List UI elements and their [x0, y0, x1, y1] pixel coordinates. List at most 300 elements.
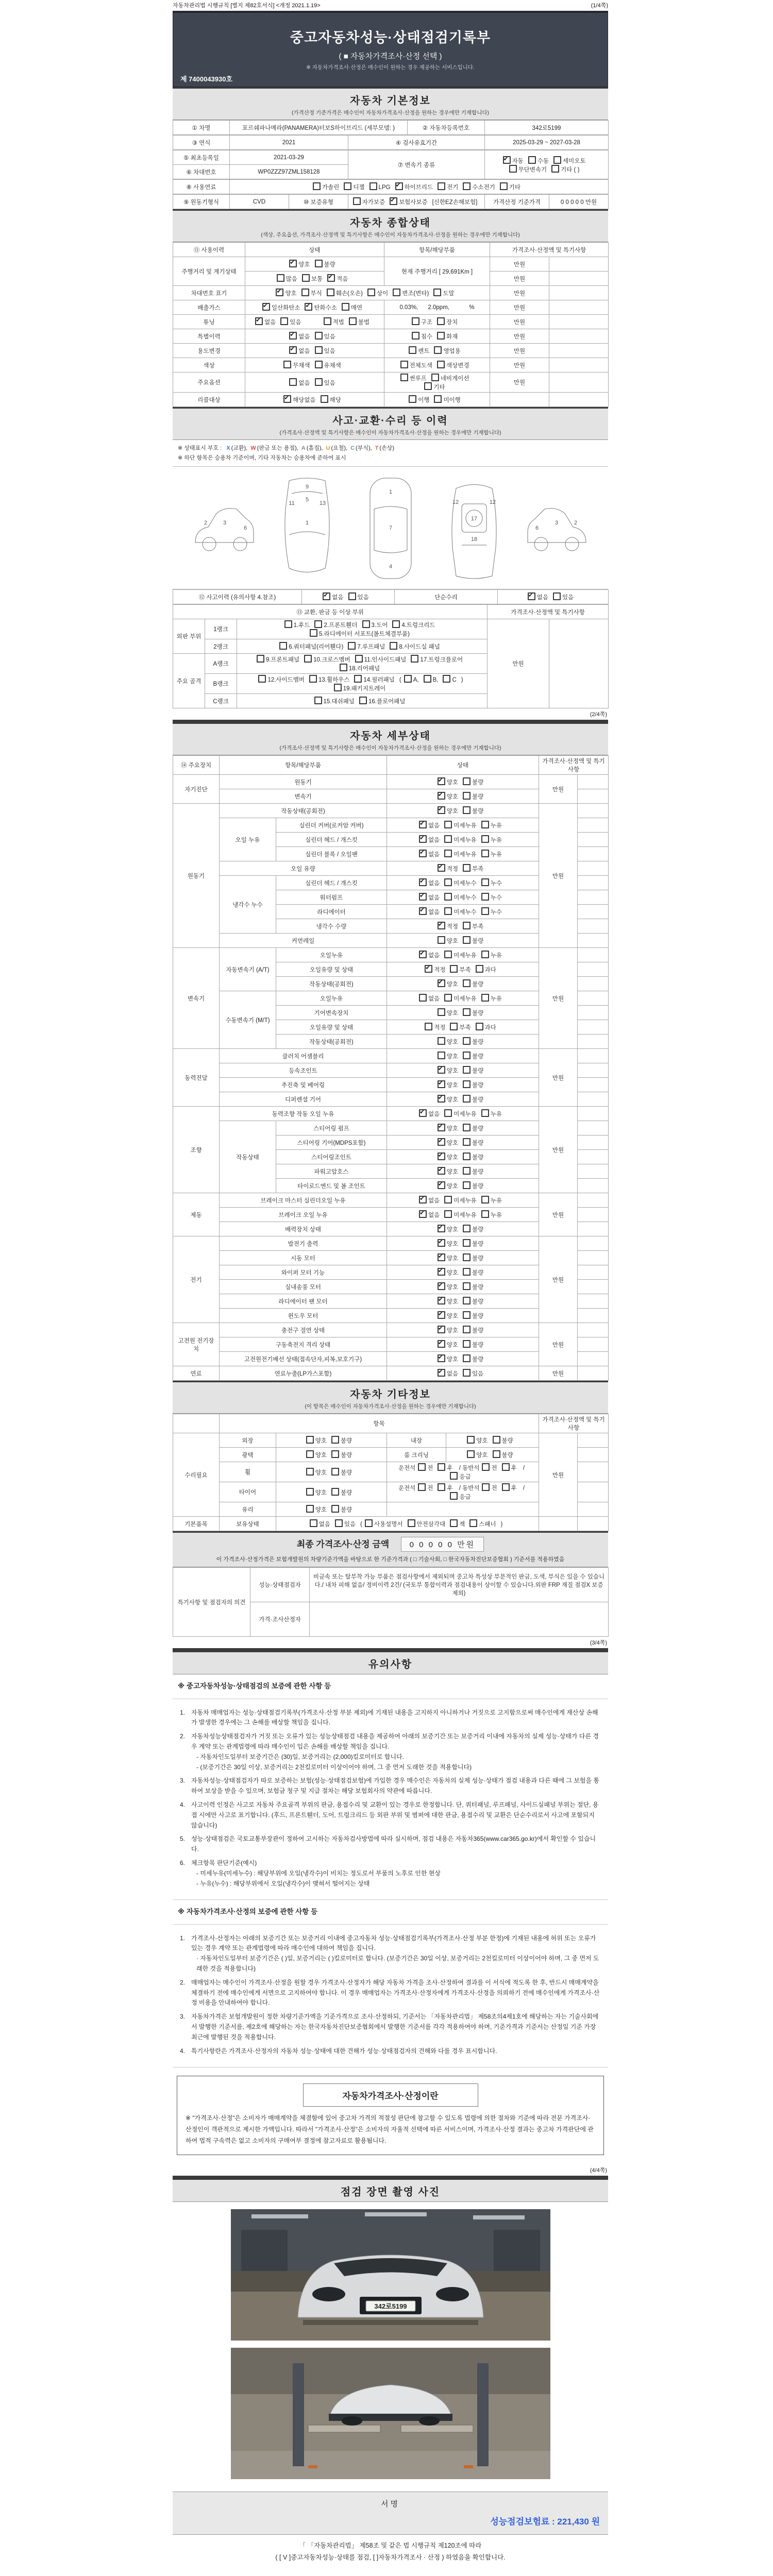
- table-detail: [173, 755, 609, 1381]
- checkbox-option: [438, 1311, 458, 1320]
- checkbox-option: [481, 1210, 502, 1219]
- checkbox-unchecked-icon: [257, 655, 264, 663]
- option-label: 양호: [446, 1183, 459, 1190]
- option-label: 양호: [446, 1082, 459, 1089]
- checkbox-option: [438, 1037, 458, 1046]
- option-label: 없음: [264, 319, 276, 326]
- checkbox-option: [509, 165, 547, 174]
- row-label-cell: 냉각수 누수: [220, 876, 276, 934]
- checkbox-unchecked-icon: [463, 864, 470, 872]
- legend-prefix: ※ 상태표시 부호 :: [178, 445, 224, 451]
- notice-number: 4.: [180, 2047, 186, 2055]
- checkbox-checked-icon: [283, 395, 291, 403]
- options-cell: [276, 1448, 387, 1462]
- option-label: 누수: [490, 895, 502, 902]
- options-cell: [237, 674, 488, 694]
- checkbox-unchecked-icon: [355, 655, 363, 663]
- option-label: 양호: [446, 1097, 459, 1104]
- checkbox-unchecked-icon: [463, 1225, 470, 1232]
- option-label: 해당없음: [293, 397, 316, 403]
- checkbox-option: [444, 951, 476, 959]
- checkbox-unchecked-icon: [412, 317, 419, 325]
- checkbox-checked-icon: [390, 197, 397, 205]
- option-label: 양호: [446, 1328, 459, 1334]
- row-label-cell: 클러치 어셈블리: [220, 1049, 387, 1063]
- checkbox-unchecked-icon: [315, 332, 323, 340]
- column-header-cell: 가격조사·산정액 및 특기사항: [490, 243, 609, 257]
- option-label: 보통: [311, 276, 323, 282]
- blank-cell: [578, 1049, 609, 1063]
- row-label-cell: 고전원전기배선 상태(접속단자,피복,보호기구): [220, 1352, 387, 1366]
- table-row: [173, 1414, 609, 1433]
- checkbox-option: [258, 675, 305, 684]
- options-cell: [387, 1006, 539, 1020]
- row-label-cell: 브레이크 마스터 실린더오일 누유: [220, 1193, 387, 1208]
- row-label-cell: 오일 유량: [220, 861, 387, 876]
- group-label-cell: 조향: [173, 1107, 220, 1193]
- status-code-meaning: (흠집),: [306, 445, 323, 451]
- final-price-note: 이 가격조사·산정가격은 보험개발원의 차량기준가액을 바탕으로 한 기준가격과 ( □ 기술사회, □ 한국자동차진단보증협회 ) 기준서를 적용하였음: [216, 1556, 565, 1563]
- checkbox-unchecked-icon: [493, 1436, 500, 1444]
- table-row: [173, 590, 609, 604]
- options-cell: [446, 1448, 539, 1462]
- option-label: 훼손(오손): [335, 291, 363, 297]
- row-label-cell: 스티어링 기어(MDPS포함): [276, 1136, 387, 1150]
- status-code-meaning: (손상): [379, 445, 394, 451]
- price-unit-cell: 만원: [490, 372, 549, 393]
- options-cell: [276, 1482, 387, 1502]
- table-row: [173, 150, 609, 165]
- checkbox-option: [309, 675, 349, 684]
- option-label: 있음: [472, 1371, 484, 1378]
- row-label-cell: ⑨ 원동기형식: [173, 195, 230, 209]
- option-label: 17.트렁크플로어: [420, 657, 463, 664]
- column-header-cell: [173, 1414, 220, 1433]
- row-label-cell: ① 차명: [173, 121, 230, 135]
- option-label: 양호: [446, 1039, 459, 1046]
- options-cell: [387, 789, 539, 804]
- option-label: 기타: [509, 184, 520, 191]
- blank-cell: [578, 890, 609, 905]
- options-cell: [387, 818, 539, 833]
- options-cell: [387, 1337, 539, 1352]
- checkbox-checked-icon: [419, 893, 427, 901]
- checkbox-option: [438, 777, 458, 786]
- row-label-cell: 충전구 절연 상태: [220, 1323, 387, 1337]
- row-label-cell: 실내송풍 모터: [220, 1280, 387, 1294]
- section-overall-title: 자동차 종합상태: [350, 217, 431, 229]
- row-label-cell: 스티어링조인트: [276, 1150, 387, 1164]
- price-unit-cell: 만원: [490, 286, 549, 300]
- checkbox-option: [463, 1167, 483, 1176]
- checkbox-option: [481, 907, 502, 916]
- checkbox-unchecked-icon: [437, 332, 445, 340]
- row-label-cell: 원동기: [220, 775, 387, 789]
- diagram-part-number: 5: [305, 497, 309, 503]
- checkbox-option: [444, 878, 476, 887]
- options-cell: [387, 977, 539, 991]
- checkbox-option: [349, 317, 369, 326]
- checkbox-option: [493, 1436, 513, 1445]
- checkbox-option: [367, 289, 388, 297]
- checkbox-option: [355, 655, 407, 664]
- notice-item: [180, 1934, 601, 1974]
- value-cell: 0.03%, 2.0ppm, %: [384, 300, 490, 315]
- value-cell: 0 0 0 0 0 만원: [549, 195, 609, 209]
- checkbox-unchecked-icon: [301, 289, 309, 296]
- checkbox-unchecked-icon: [481, 951, 489, 958]
- blank-cell: [549, 372, 609, 393]
- checkbox-checked-icon: [438, 1253, 445, 1261]
- row-label-cell: 연료누출(LP가스포함): [220, 1366, 387, 1381]
- options-cell: [387, 1251, 539, 1265]
- group-label-cell: 제동: [173, 1193, 220, 1236]
- checkbox-option: [280, 317, 301, 326]
- value-cell: 현재 주행거리 [ 29,691Km ]: [384, 257, 490, 286]
- row-label-cell: 1랭크: [205, 619, 237, 639]
- row-label-cell: 발전기 출력: [220, 1236, 387, 1251]
- checkbox-option: [324, 317, 344, 326]
- checkbox-option: [354, 675, 394, 684]
- options-cell: [387, 1193, 539, 1208]
- blank-cell: [578, 977, 609, 991]
- option-label: C: [452, 677, 457, 684]
- option-label: B,: [432, 677, 439, 684]
- checkbox-option: [463, 777, 483, 786]
- checkbox-checked-icon: [438, 1124, 445, 1131]
- checkbox-unchecked-icon: [450, 965, 458, 973]
- checkbox-option: [419, 907, 440, 916]
- option-label: 미세누수: [453, 880, 477, 887]
- table-row: [173, 948, 609, 962]
- row-label-cell: ④ 검사유효기간: [348, 135, 485, 150]
- price-unit-cell: 만원: [490, 300, 549, 315]
- option-label: 적정: [446, 924, 459, 930]
- blank-cell: [578, 1179, 609, 1193]
- row-label-cell: 가격산정 기준가격: [485, 195, 549, 209]
- option-label: 불량: [472, 1169, 484, 1176]
- checkbox-unchecked-icon: [509, 165, 517, 173]
- option-label: 12.사이드멤버: [267, 677, 305, 684]
- option-label: 불량: [472, 938, 484, 945]
- group-label-cell: 주요 골격: [173, 654, 205, 708]
- option-label: 미세누유: [453, 837, 477, 844]
- checkbox-unchecked-icon: [463, 1340, 470, 1348]
- blank-cell: [549, 619, 609, 708]
- blank-cell: [578, 1482, 609, 1502]
- option-label: 불량: [472, 1155, 484, 1161]
- checkbox-checked-icon: [276, 289, 283, 296]
- section-detail-title: 자동차 세부상태: [350, 731, 431, 742]
- options-cell: [237, 654, 488, 674]
- checkbox-unchecked-icon: [444, 951, 452, 958]
- option-label: 양호: [315, 1469, 327, 1476]
- row-label-cell: 브레이크 오일 누유: [220, 1208, 387, 1222]
- diagram-part-number: 13: [319, 500, 326, 507]
- checkbox-unchecked-icon: [424, 675, 431, 683]
- value-cell: WP0ZZZ97ZML158128: [230, 165, 348, 179]
- value-cell: [539, 1517, 578, 1531]
- diagram-part-number: 6: [535, 525, 539, 532]
- checkbox-option: [463, 1268, 483, 1277]
- option-label: 없음: [428, 823, 440, 829]
- checkbox-unchecked-icon: [444, 1210, 452, 1218]
- checkbox-option: [289, 346, 310, 355]
- row-label-cell: B랭크: [205, 674, 237, 694]
- checkbox-unchecked-icon: [306, 1468, 314, 1476]
- checkbox-unchecked-icon: [342, 303, 349, 311]
- options-cell: [387, 919, 539, 934]
- checkbox-option: [310, 1519, 330, 1528]
- checkbox-unchecked-icon: [481, 1196, 489, 1204]
- section-detail-note: (가격조사·산정액 및 특기사항은 매수인이 자동차가격조사·산정을 원하는 경우에만 기재합니다): [279, 745, 501, 752]
- checkbox-unchecked-icon: [463, 936, 470, 944]
- option-label: 양호: [446, 1068, 459, 1075]
- checkbox-option: [331, 1505, 352, 1514]
- checkbox-option: [433, 289, 454, 297]
- report-title: 중고자동차성능·상태점검기록부: [290, 30, 491, 45]
- options-cell: [348, 195, 485, 209]
- option-label: 전체도색: [409, 363, 432, 369]
- checkbox-checked-icon: [438, 1066, 445, 1074]
- option-label: 없음: [298, 334, 310, 340]
- checkbox-unchecked-icon: [482, 1463, 490, 1471]
- checkbox-unchecked-icon: [349, 317, 357, 325]
- checkbox-option: [306, 1505, 327, 1514]
- checkbox-option: [438, 1066, 458, 1075]
- option-label: 사용설명서: [374, 1521, 403, 1528]
- checkbox-unchecked-icon: [463, 1181, 470, 1189]
- checkbox-unchecked-icon: [408, 1519, 415, 1527]
- checkbox-option: [463, 1253, 483, 1262]
- panel-rank-table: [173, 604, 608, 708]
- option-label: 미세누유: [453, 996, 477, 1003]
- option-label: 없음: [428, 1111, 440, 1118]
- checkbox-unchecked-icon: [444, 907, 452, 915]
- checkbox-option: [327, 274, 348, 283]
- options-cell: [245, 315, 384, 329]
- table-row: [173, 1366, 609, 1381]
- blank-cell: [578, 1078, 609, 1092]
- options-cell: [276, 1517, 539, 1531]
- checkbox-option: [469, 1519, 496, 1528]
- checkbox-option: [306, 1436, 327, 1445]
- table-basic3: [173, 150, 609, 179]
- checkbox-checked-icon: [438, 1167, 445, 1175]
- section-notices: [173, 1651, 608, 1674]
- option-label: 누유: [490, 1198, 502, 1205]
- checkbox-unchecked-icon: [463, 1052, 470, 1059]
- row-label-cell: 2랭크: [205, 639, 237, 654]
- checkbox-option: [315, 378, 335, 387]
- option-label: 누수: [490, 880, 502, 887]
- blank-cell: [578, 905, 609, 919]
- checkbox-option: [463, 182, 495, 191]
- blank-cell: [578, 861, 609, 876]
- options-cell: [387, 991, 539, 1006]
- checkbox-option: [481, 1196, 502, 1205]
- photo1-license-plate: 342로5199: [374, 2302, 407, 2311]
- option-label: 불량: [472, 1299, 484, 1306]
- option-label: 미세누유: [453, 852, 477, 858]
- checkbox-option: [302, 274, 323, 283]
- option-label: 양호: [446, 938, 459, 945]
- option-label: 불량: [472, 1227, 484, 1233]
- option-label: 6.쿼터패널(리어휀다): [289, 644, 344, 651]
- checkbox-unchecked-icon: [331, 1436, 339, 1444]
- blank-cell: [578, 1366, 609, 1381]
- blank-cell: [578, 1309, 609, 1323]
- checkbox-option: [340, 664, 380, 672]
- inspection-report-document: [173, 0, 608, 2566]
- options-cell: [387, 1150, 539, 1164]
- checkbox-unchecked-icon: [419, 994, 427, 1002]
- table-row: [173, 286, 609, 300]
- option-label: 불량: [324, 262, 335, 268]
- option-label: 적정: [434, 1025, 446, 1031]
- option-label: 적법: [332, 319, 344, 326]
- checkbox-option: [438, 1282, 458, 1291]
- section-accident-history: [173, 407, 608, 440]
- checkbox-unchecked-icon: [467, 1436, 475, 1444]
- final-price-amount: 0 0 0 0 0 만원: [401, 1537, 484, 1552]
- blank-cell: [549, 257, 609, 272]
- option-label: 썬루프: [409, 376, 427, 382]
- option-label: 양호: [446, 1284, 459, 1291]
- checkbox-option: [438, 1297, 458, 1306]
- option-label: 양호: [446, 1313, 459, 1320]
- options-cell: [245, 329, 384, 344]
- checkbox-option: [419, 878, 440, 887]
- option-label: 5.라디에이터 서포트(볼트체결부품): [319, 631, 410, 638]
- checkbox-option: [409, 395, 429, 404]
- row-label-cell: 작동상태: [220, 1121, 276, 1193]
- options-cell: [237, 694, 488, 708]
- checkbox-option: [323, 592, 343, 601]
- table-row: [173, 1049, 609, 1063]
- notices-block2-items: [173, 1925, 608, 2068]
- row-label-cell: 외장: [220, 1433, 276, 1448]
- checkbox-option: [424, 382, 445, 391]
- option-label: 15.대쉬패널: [323, 699, 355, 705]
- checkbox-option: [463, 1066, 483, 1075]
- checkbox-unchecked-icon: [313, 182, 321, 190]
- options-cell: [387, 1179, 539, 1193]
- checkbox-option: [438, 864, 458, 873]
- checkbox-option: [450, 1519, 465, 1528]
- checkbox-option: [476, 965, 496, 974]
- price-unit-cell: 만원: [490, 344, 549, 358]
- options-cell: [498, 590, 609, 604]
- price-unit-cell: 만원: [490, 358, 549, 372]
- option-label: 해당: [329, 397, 341, 403]
- option-label: 누유: [490, 823, 502, 829]
- group-label-cell: 전기: [173, 1236, 220, 1323]
- blank-cell: [578, 1280, 609, 1294]
- blank-cell: [578, 1502, 609, 1517]
- checkbox-unchecked-icon: [314, 620, 322, 628]
- status-code-letter: U: [326, 445, 330, 451]
- status-code-meaning: (부식),: [356, 445, 372, 451]
- section-etc-title: 자동차 기타정보: [350, 1389, 431, 1401]
- notice-item: [180, 1834, 601, 1855]
- option-label: 변조(변타): [402, 291, 429, 297]
- checkbox-option: [481, 835, 502, 844]
- table-opinion: [173, 1567, 609, 1637]
- checkbox-unchecked-icon: [306, 1436, 314, 1444]
- option-label: 유채색: [324, 363, 341, 369]
- row-label-cell: 유리: [220, 1502, 276, 1517]
- option-text: 운전석: [398, 1465, 416, 1472]
- option-label: 적정: [446, 866, 459, 873]
- table-row: [173, 257, 609, 272]
- option-label: 후: [447, 1485, 453, 1492]
- option-label: 수동: [537, 158, 549, 164]
- table-row: [173, 1433, 609, 1448]
- checkbox-unchecked-icon: [392, 620, 400, 628]
- checkbox-option: [450, 1492, 470, 1501]
- checkbox-unchecked-icon: [481, 821, 489, 828]
- option-label: 불량: [472, 1284, 484, 1291]
- checkbox-checked-icon: [419, 1210, 427, 1218]
- row-label-cell: 동력조향 작동 오일 누유: [220, 1107, 387, 1121]
- options-cell: [387, 1107, 539, 1121]
- inspection-photos: [173, 2202, 608, 2492]
- checkbox-unchecked-icon: [335, 1519, 343, 1527]
- blank-cell: [578, 1092, 609, 1107]
- option-label: 미세누수: [453, 909, 477, 916]
- blank-cell: [578, 1150, 609, 1164]
- checkbox-unchecked-icon: [481, 1109, 489, 1117]
- checkbox-option: [444, 835, 476, 844]
- section-detail-condition: [173, 722, 608, 755]
- checkbox-unchecked-icon: [463, 979, 470, 987]
- checkbox-option: [315, 346, 335, 355]
- checkbox-unchecked-icon: [463, 1369, 470, 1377]
- option-label: 이행: [418, 397, 430, 403]
- checkbox-unchecked-icon: [481, 907, 489, 915]
- checkbox-unchecked-icon: [481, 835, 489, 843]
- checkbox-checked-icon: [419, 1109, 427, 1117]
- table-row: [173, 804, 609, 818]
- row-label-cell: 와이퍼 모터 기능: [220, 1265, 387, 1280]
- checkbox-option: [257, 655, 299, 664]
- checkbox-option: [438, 1268, 458, 1277]
- checkbox-option: [434, 346, 460, 355]
- checkbox-option: [463, 792, 483, 801]
- value-cell: CVD: [230, 195, 289, 209]
- option-label: 불량: [472, 1054, 484, 1060]
- row-label-cell: 디퍼렌셜 기어: [220, 1092, 387, 1107]
- option-label: 부족: [472, 866, 484, 873]
- status-code-letter: X: [226, 445, 230, 451]
- options-cell: [237, 639, 488, 654]
- option-label: 적음: [337, 276, 348, 282]
- row-label-cell: 주행거리 및 계기상태: [173, 257, 245, 286]
- row-label-cell: 오일 누유: [220, 818, 276, 861]
- checkbox-unchecked-icon: [444, 850, 452, 857]
- table-row: [173, 195, 609, 209]
- notice-number: 5.: [180, 1835, 186, 1843]
- price-unit-cell: 만원: [490, 315, 549, 329]
- blank-cell: [578, 804, 609, 818]
- table-row: [173, 1568, 609, 1602]
- checkbox-checked-icon: [438, 1153, 445, 1160]
- checkbox-checked-icon: [438, 1268, 445, 1276]
- checkbox-option: [463, 806, 483, 815]
- checkbox-option: [411, 655, 463, 664]
- option-label: 불량: [472, 1010, 484, 1017]
